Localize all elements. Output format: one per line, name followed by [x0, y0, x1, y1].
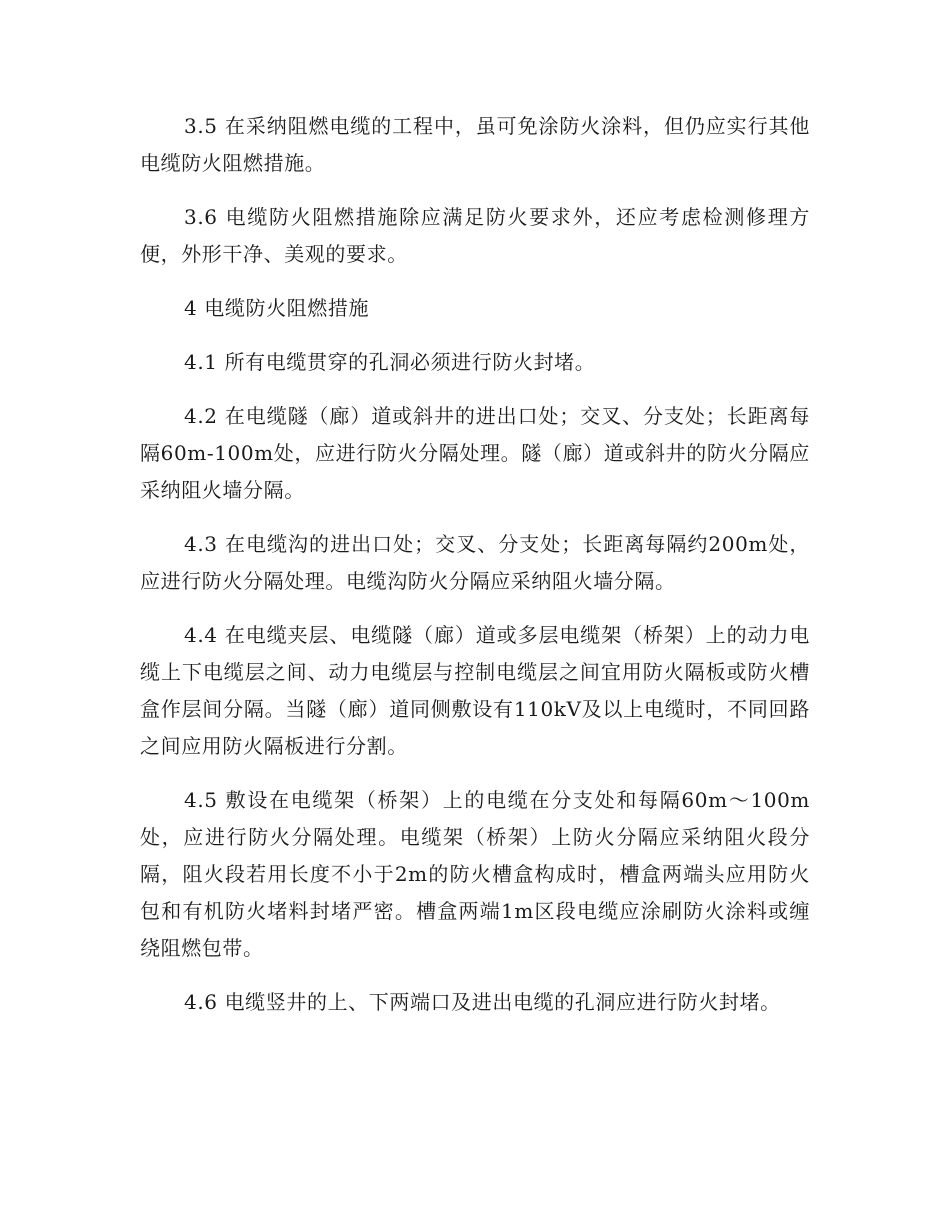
paragraph-3-5: 3.5 在采纳阻燃电缆的工程中，虽可免涂防火涂料，但仍应实行其他电缆防火阻燃措施。 [140, 114, 810, 175]
paragraph-4-5: 4.5 敷设在电缆架（桥架）上的电缆在分支处和每隔60m～100m处，应进行防火分隔处理。电缆架（桥架）上防火分隔应采纳阻火段分隔，阻火段若用长度不小于2m的防火槽盒构成时，槽盒两端头应用防火包和有机防火堵料封堵严密。槽盒两端1m区段电缆应涂刷防火涂料或缠绕阻燃包带。 [140, 788, 810, 960]
paragraph-3-6: 3.6 电缆防火阻燃措施除应满足防火要求外，还应考虑检测修理方便，外形干净、美观的要求。 [140, 205, 810, 266]
paragraph-4-1: 4.1 所有电缆贯穿的孔洞必须进行防火封堵。 [184, 350, 596, 374]
document-body [140, 108, 810, 1038]
paragraph-4-4: 4.4 在电缆夹层、电缆隧（廊）道或多层电缆架（桥架）上的动力电缆上下电缆层之间、动力电缆层与控制电缆层之间宜用防火隔板或防火槽盒作层间分隔。当隧（廊）道同侧敷设有110kV及以上电缆时，不同回路之间应用防火隔板进行分割。 [140, 623, 810, 758]
paragraph-4-3: 4.3 在电缆沟的进出口处；交叉、分支处；长距离每隔约200m处，应进行防火分隔处理。电缆沟防火分隔应采纳阻火墙分隔。 [140, 532, 810, 593]
paragraph-4-2: 4.2 在电缆隧（廊）道或斜井的进出口处；交叉、分支处；长距离每隔60m-100m处，应进行防火分隔处理。隧（廊）道或斜井的防火分隔应采纳阻火墙分隔。 [140, 404, 810, 502]
paragraph-4-6: 4.6 电缆竖井的上、下两端口及进出电缆的孔洞应进行防火封堵。 [184, 990, 781, 1014]
section-heading-4: 4 电缆防火阻燃措施 [184, 296, 370, 320]
